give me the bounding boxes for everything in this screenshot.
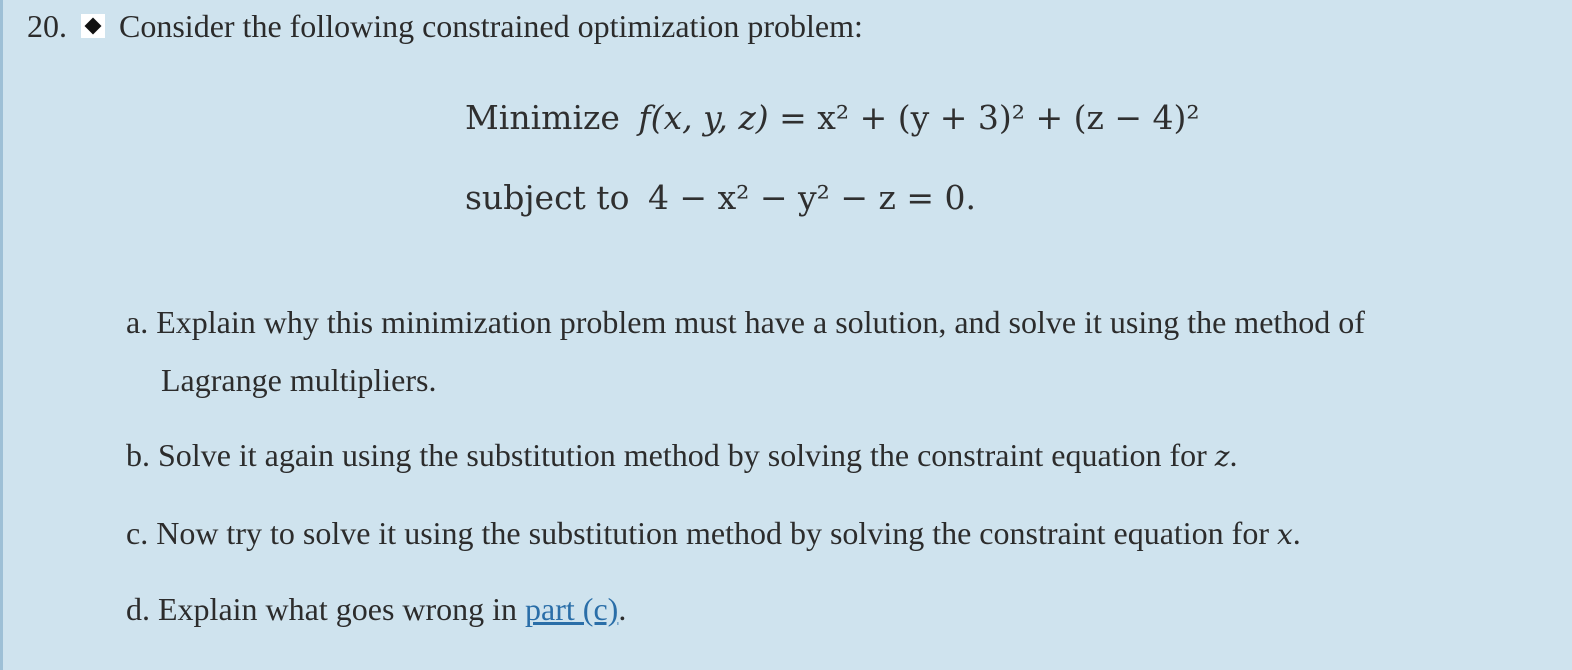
part-c-end: .: [1292, 515, 1301, 551]
part-d-text: d. Explain what goes wrong in: [126, 591, 518, 627]
part-c-link[interactable]: part (c): [525, 591, 619, 627]
part-c-variable: x: [1276, 518, 1293, 551]
part-c-text: c. Now try to solve it using the substitution method by solving the constraint equation for: [126, 515, 1269, 551]
question-number: 20.: [27, 7, 67, 44]
objective-function: f(x, y, z): [638, 98, 769, 137]
part-a-line1: a. Explain why this minimization problem must have a solution, and solve it using the method of: [126, 304, 1365, 340]
constraint-line: [465, 178, 976, 217]
part-b-end: .: [1229, 437, 1238, 473]
constraint-expression: 4 − x² − y² − z = 0.: [647, 178, 977, 217]
part-a-line2: Lagrange multipliers.: [161, 362, 437, 398]
part-b: [126, 437, 1238, 474]
objective-line: [465, 98, 1200, 137]
part-c: [126, 515, 1301, 552]
part-d-end: .: [618, 591, 627, 627]
objective-label: Minimize: [465, 98, 620, 137]
question-intro: Consider the following constrained optimization problem:: [119, 7, 863, 44]
part-b-variable: z: [1214, 440, 1230, 473]
objective-expression: = x² + (y + 3)² + (z − 4)²: [779, 98, 1200, 137]
part-b-text: b. Solve it again using the substitution method by solving the constraint equation for: [126, 437, 1207, 473]
constraint-label: subject to: [465, 178, 630, 217]
question-header: [27, 6, 863, 46]
diamond-icon: [81, 14, 105, 38]
part-d: [126, 591, 626, 628]
